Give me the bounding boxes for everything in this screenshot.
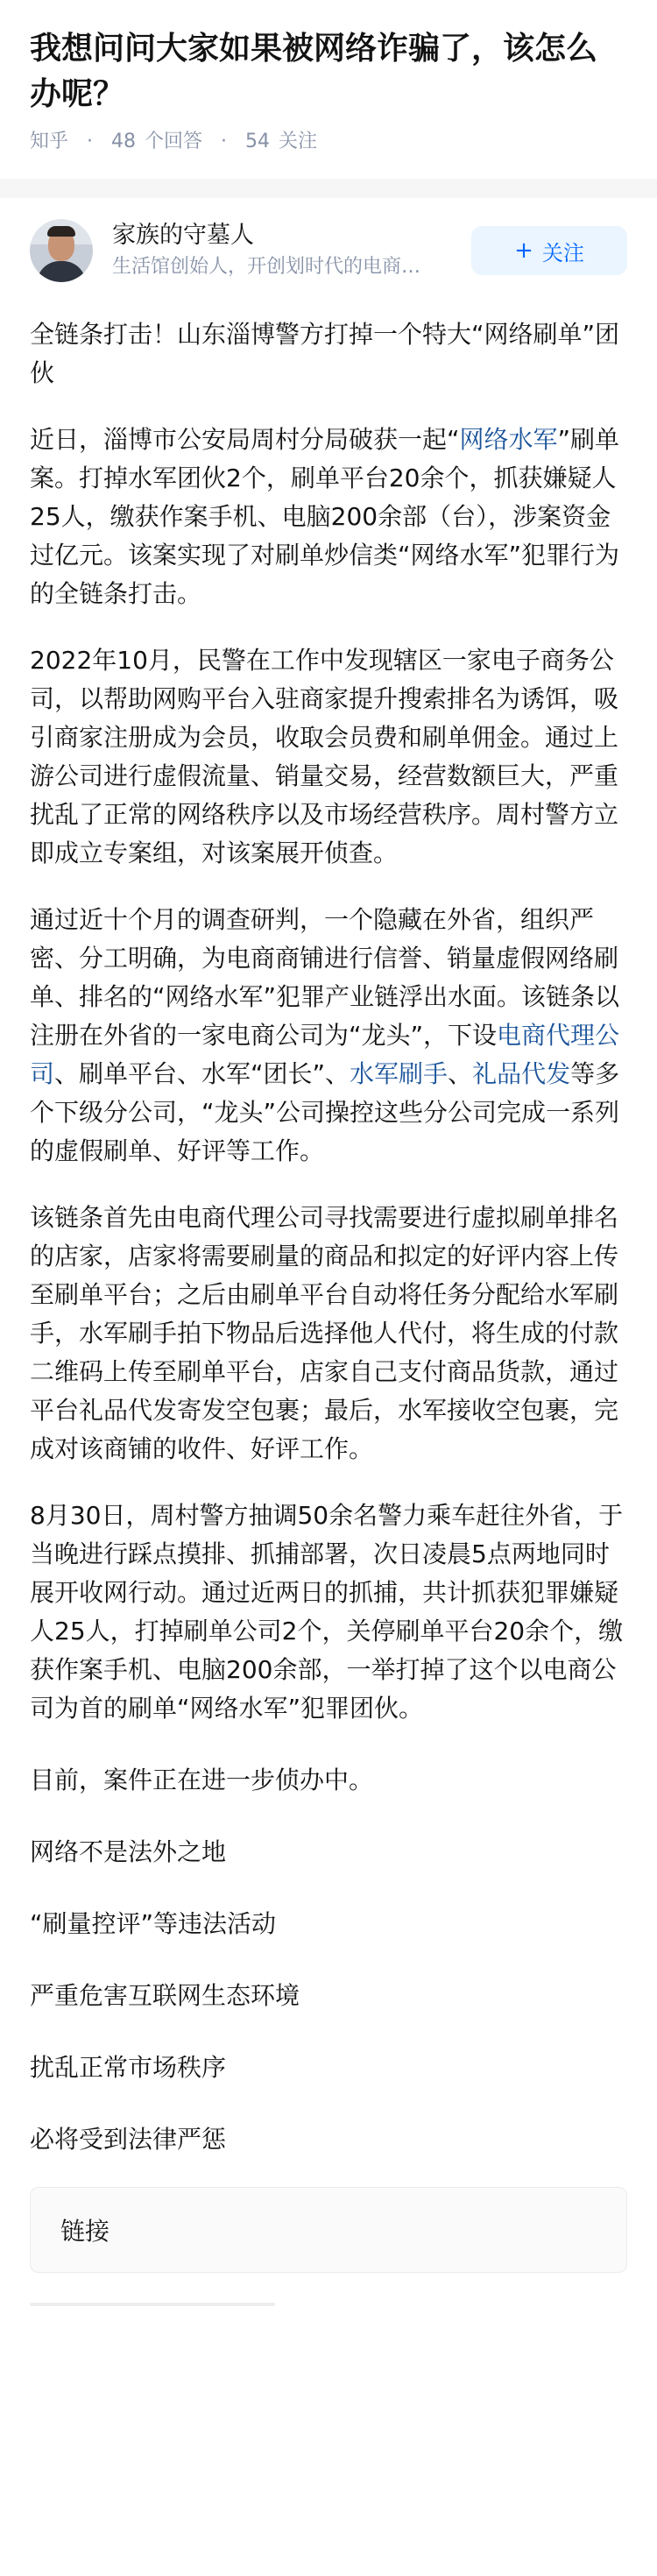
text-span: ”刷单案。打掉水军团伙2个，刷单平台20余个，抓获嫌疑人25人，缴获作案手机、电脑200余部（台），涉案资金过亿元。该案实现了对刷单炒信类“网络水军”犯罪行为的全链条打击。 xyxy=(30,425,620,608)
question-title[interactable]: 我想问问大家如果被网络诈骗了，该怎么办呢？ xyxy=(30,31,598,112)
text-span: 、 xyxy=(448,1059,473,1088)
slogan-line: 扰乱正常市场秩序 xyxy=(30,2053,227,2082)
paragraph-headline: 全链条打击！山东淄博警方打掉一个特大“网络刷单”团伙 xyxy=(30,320,620,387)
paragraph-discovery: 2022年10月，民警在工作中发现辖区一家电子商务公司，以帮助网购平台入驻商家提升搜索排名为诱饵，吸引商家注册成为会员，收取会员费和刷单佣金。通过上游公司进行虚假流量、销量交易，经营数额巨大，严重扰乱了正常的网络秩序以及市场经营秩序。周村警方立即成立专案组，对该案展开侦查。 xyxy=(30,646,619,867)
link-card[interactable] xyxy=(30,2187,627,2273)
follow-button[interactable] xyxy=(471,226,627,275)
answers-count[interactable]: 48 xyxy=(111,131,137,152)
paragraph-arrest: 8月30日，周村警方抽调50余名警力乘车赶往外省，于当晚进行踩点摸排、抓捕部署，次日凌晨5点两地同时展开收网行动。通过近两日的抓捕，共计抓获犯罪嫌疑人25人，打掉刷单公司2个，关停刷单平台20余个，缴获作案手机、电脑200余部，一举打掉了这个以电商公司为首的刷单“网络水军”犯罪团伙。 xyxy=(30,1501,624,1723)
slogan-line: “刷量控评”等违法活动 xyxy=(30,1909,277,1938)
answers-label[interactable]: 个回答 xyxy=(145,131,203,152)
paragraph-intro xyxy=(30,421,627,613)
slogan-line: 网络不是法外之地 xyxy=(30,1837,227,1866)
source-label[interactable]: 知乎 xyxy=(30,131,69,152)
answer-content xyxy=(0,282,657,2306)
paragraph-status: 目前，案件正在进一步侦办中。 xyxy=(30,1766,374,1794)
slogan-line: 必将受到法律严惩 xyxy=(30,2125,227,2154)
author-name[interactable]: 家族的守墓人 xyxy=(112,222,254,249)
author-bar xyxy=(0,198,657,282)
follow-label: 关注 xyxy=(541,240,584,265)
meta-separator: · xyxy=(221,131,228,152)
text-span: 等多个下级分公司，“龙头”公司操控这些分公司完成一系列的虚假刷单、好评等工作。 xyxy=(30,1059,620,1165)
section-divider xyxy=(0,179,657,198)
paragraph-process: 该链条首先由电商代理公司寻找需要进行虚拟刷单排名的店家，店家将需要刷量的商品和拟定的好评内容上传至刷单平台；之后由刷单平台自动将任务分配给水军刷手，水军刷手拍下物品后选择他人代付，将生成的付款二维码上传至刷单平台，店家自己支付商品货款，通过平台礼品代发寄发空包裹；最后，水军接收空包裹，完成对该商铺的收件、好评工作。 xyxy=(30,1203,619,1463)
question-header xyxy=(0,0,657,156)
slogan-line: 严重危害互联网生态环境 xyxy=(30,1981,300,2010)
text-span: 近日，淄博市公安局周村分局破获一起“ xyxy=(30,425,460,454)
meta-separator: · xyxy=(87,131,94,152)
paragraph-investigation xyxy=(30,901,627,1171)
avatar[interactable] xyxy=(30,219,93,282)
bottom-divider xyxy=(30,2303,275,2306)
followers-count[interactable]: 54 xyxy=(245,131,271,152)
link-card-label: 链接 xyxy=(60,2217,110,2246)
followers-label[interactable]: 关注 xyxy=(279,131,318,152)
author-info xyxy=(112,219,471,282)
question-meta xyxy=(30,128,627,156)
keyword-link-wangluoshuijun[interactable]: 网络水军 xyxy=(459,425,558,454)
author-bio: 生活馆创始人，开创划时代的电商… xyxy=(112,256,421,278)
text-span: 、刷单平台、水军“团长”、 xyxy=(54,1059,350,1088)
keyword-link-lipin-daifa[interactable]: 礼品代发 xyxy=(472,1059,571,1088)
text-span: 通过近十个月的调查研判，一个隐藏在外省，组织严密、分工明确，为电商商铺进行信誉、销量虚假网络刷单、排名的“网络水军”犯罪产业链浮出水面。该链条以注册在外省的一家电商公司为“龙头”，下设 xyxy=(30,905,620,1050)
keyword-link-shuijun-shuashou[interactable]: 水军刷手 xyxy=(350,1059,449,1088)
plus-icon: + xyxy=(514,237,533,264)
keyword-link-dianshang-daili[interactable]: 电商代理公司 xyxy=(30,1021,620,1088)
